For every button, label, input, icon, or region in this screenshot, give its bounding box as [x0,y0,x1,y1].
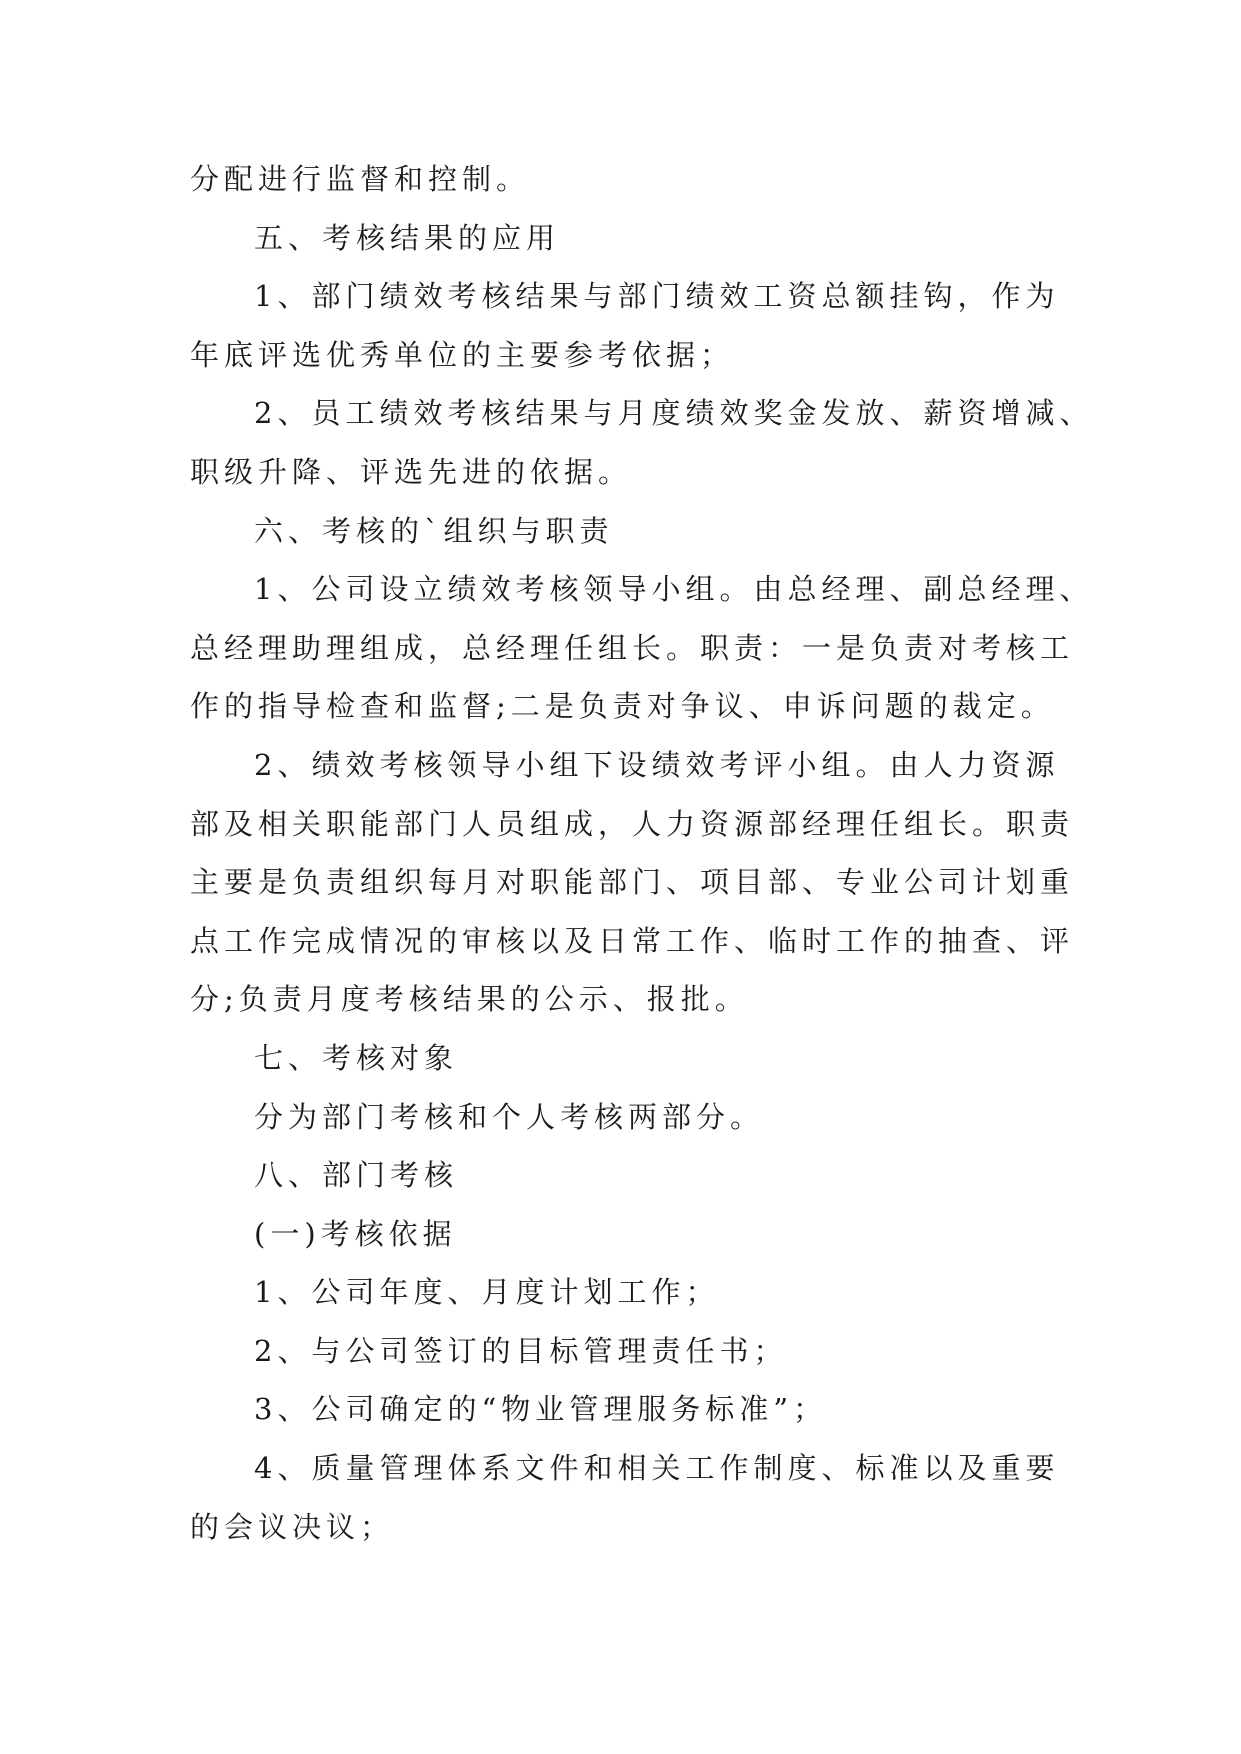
text-line: 年底评选优秀单位的主要参考依据； [190,337,735,372]
text-line: (一)考核依据 [254,1216,457,1251]
text-line: 2、员工绩效考核结果与月度绩效奖金发放、薪资增减、 [254,396,1094,431]
text-line: 职级升降、评选先进的依据。 [190,454,633,489]
text-line: 分;负责月度考核结果的公示、报批。 [190,982,749,1017]
text-line: 六、考核的`组织与职责 [254,513,614,548]
text-line: 分为部门考核和个人考核两部分。 [254,1099,765,1134]
text-line: 4、质量管理体系文件和相关工作制度、标准以及重要 [254,1451,1060,1486]
text-line: 的会议决议； [190,1509,395,1544]
text-line: 主要是负责组织每月对职能部门、项目部、专业公司计划重 [190,865,1075,900]
text-line: 五、考核结果的应用 [254,220,561,255]
text-line: 七、考核对象 [254,1040,459,1075]
document-body [190,150,1094,1556]
text-line: 1、公司设立绩效考核领导小组。由总经理、副总经理、 [254,572,1094,607]
text-line: 3、公司确定的“物业管理服务标准”； [254,1392,828,1427]
text-line: 1、部门绩效考核结果与部门绩效工资总额挂钩，作为 [254,279,1060,314]
text-line: 点工作完成情况的审核以及日常工作、临时工作的抽查、评 [190,923,1075,958]
text-line: 八、部门考核 [254,1158,459,1193]
text-line: 总经理助理组成，总经理任组长。职责：一是负责对考核工 [190,630,1075,665]
text-line: 2、绩效考核领导小组下设绩效考评小组。由人力资源 [254,747,1060,782]
text-line: 1、公司年度、月度计划工作； [254,1275,720,1310]
text-line: 部及相关职能部门人员组成，人力资源部经理任组长。职责 [190,806,1075,841]
text-line: 2、与公司签订的目标管理责任书； [254,1333,788,1368]
text-line: 分配进行监督和控制。 [190,162,531,196]
text-line: 作的指导检查和监督;二是负责对争议、申诉问题的裁定。 [190,689,1055,724]
